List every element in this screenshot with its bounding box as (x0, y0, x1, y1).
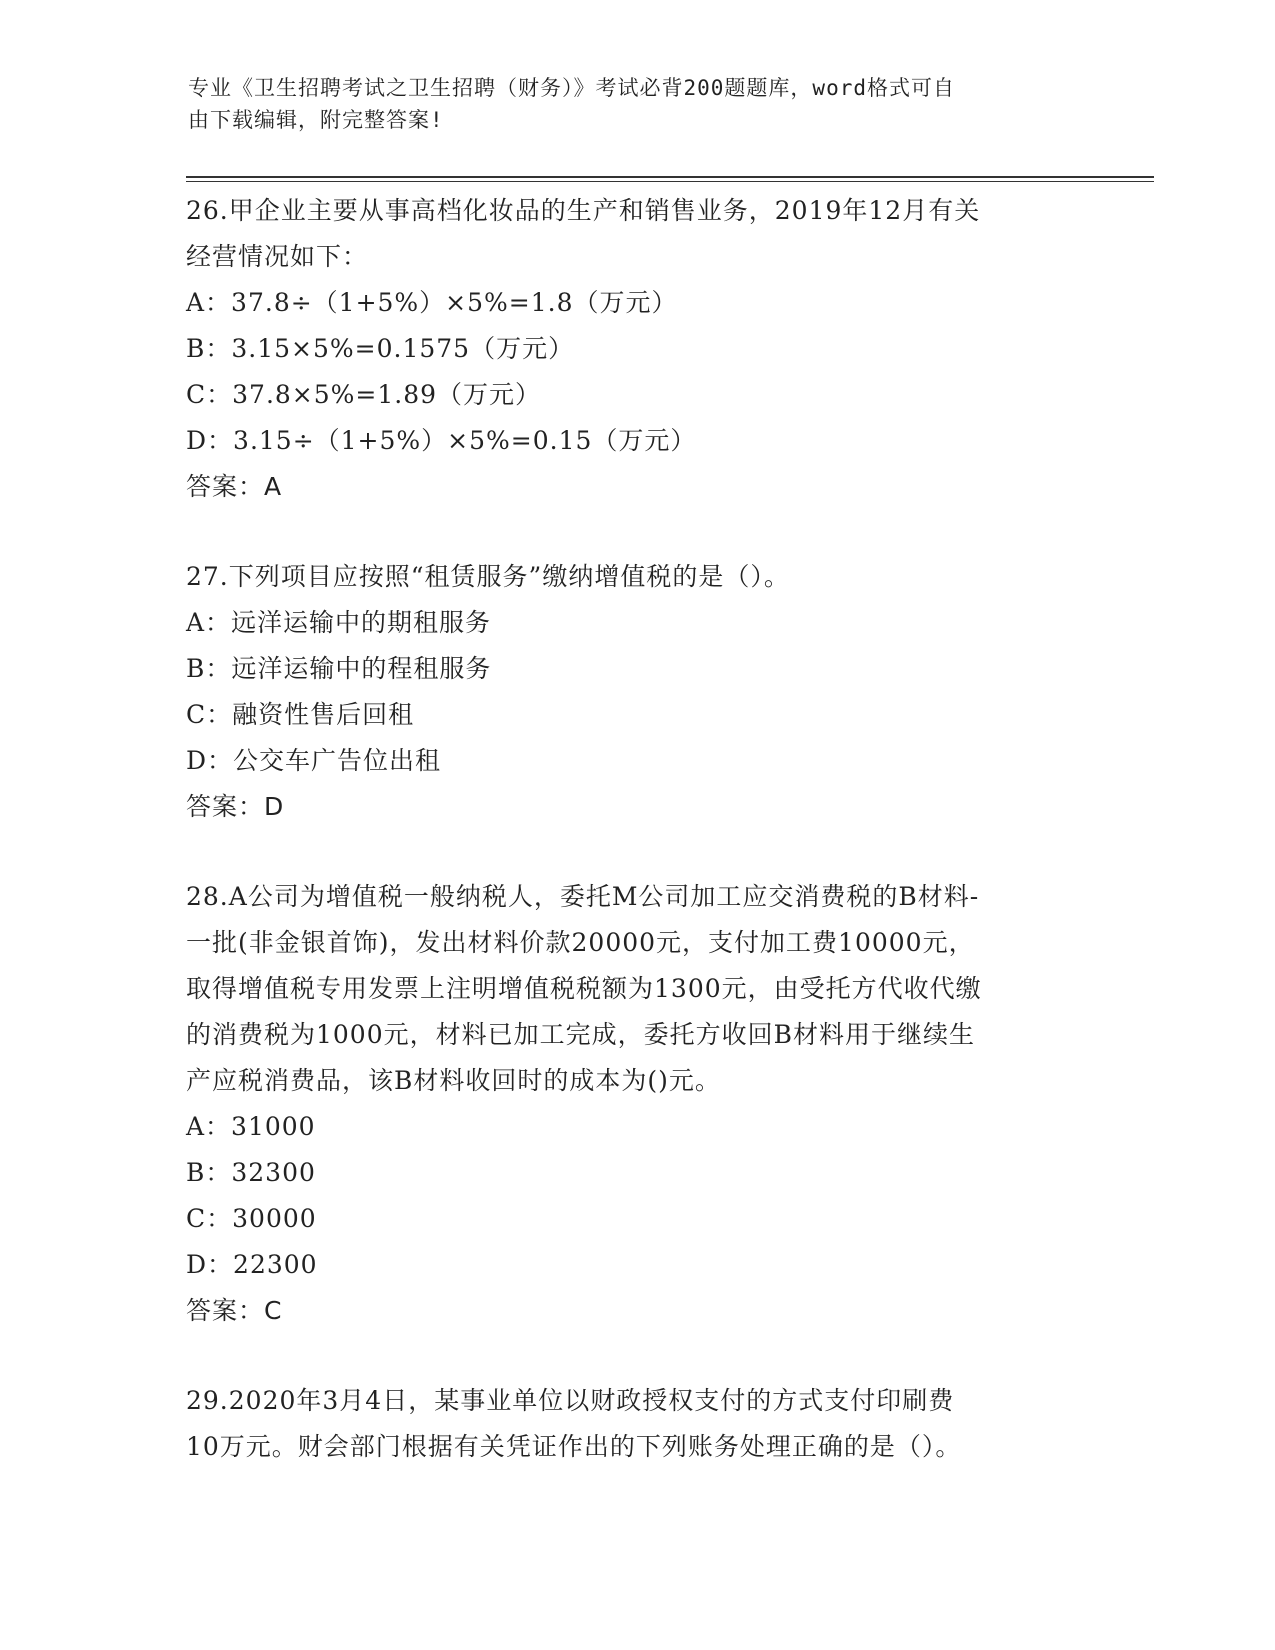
option-d: D：22300 (186, 1250, 318, 1279)
document-header (188, 72, 1068, 136)
question-29 (186, 1378, 1086, 1470)
option-b: B：远洋运输中的程租服务 (186, 654, 492, 683)
question-26 (186, 188, 1086, 510)
answer: 答案：C (186, 1296, 283, 1325)
option-d: D：3.15÷（1+5%）×5%=0.15（万元） (186, 426, 697, 455)
option-b: B：32300 (186, 1158, 316, 1187)
question-text: 27.下列项目应按照“租赁服务”缴纳增值税的是（）。 (186, 562, 790, 591)
question-text: 26.甲企业主要从事高档化妆品的生产和销售业务，2019年12月有关 (186, 196, 981, 225)
option-b: B：3.15×5%=0.1575（万元） (186, 334, 575, 363)
header-divider-thin (186, 181, 1154, 182)
header-divider (186, 176, 1154, 178)
question-27 (186, 554, 1086, 830)
answer: 答案：D (186, 792, 285, 821)
header-line-1: 专业《卫生招聘考试之卫生招聘（财务）》考试必背200题题库，word格式可自 (188, 76, 955, 100)
option-c: C：融资性售后回租 (186, 700, 415, 729)
answer: 答案：A (186, 472, 283, 501)
question-list (186, 188, 1086, 1470)
question-text: 28.A公司为增值税一般纳税人，委托M公司加工应交消费税的B材料- (186, 882, 980, 911)
question-text: 经营情况如下： (186, 242, 369, 271)
option-c: C：37.8×5%=1.89（万元） (186, 380, 542, 409)
option-a: A：31000 (186, 1112, 316, 1141)
option-a: A：远洋运输中的期租服务 (186, 608, 492, 637)
question-text: 产应税消费品，该B材料收回时的成本为()元。 (186, 1066, 721, 1095)
question-28 (186, 874, 1086, 1334)
question-text: 的消费税为1000元，材料已加工完成，委托方收回B材料用于继续生 (186, 1020, 975, 1049)
option-c: C：30000 (186, 1204, 317, 1233)
option-a: A：37.8÷（1+5%）×5%=1.8（万元） (186, 288, 678, 317)
question-text: 29.2020年3月4日，某事业单位以财政授权支付的方式支付印刷费 (186, 1386, 955, 1415)
option-d: D：公交车广告位出租 (186, 746, 442, 775)
question-text: 一批(非金银首饰)，发出材料价款20000元，支付加工费10000元， (186, 928, 975, 957)
question-text: 10万元。财会部门根据有关凭证作出的下列账务处理正确的是（）。 (186, 1432, 962, 1461)
question-text: 取得增值税专用发票上注明增值税税额为1300元，由受托方代收代缴 (186, 974, 982, 1003)
header-line-2: 由下载编辑，附完整答案! (188, 108, 444, 132)
